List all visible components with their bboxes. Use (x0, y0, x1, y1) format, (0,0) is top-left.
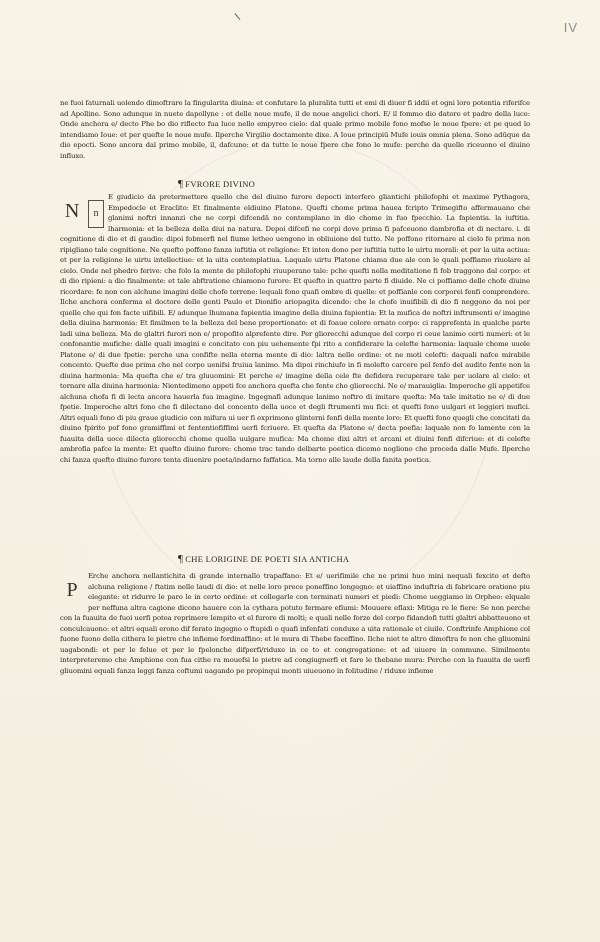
intro-text: ne fuoi faturnali uolendo dimoftrare la fingularita diuina: et confutare la pluralita tutti et emi di diuer fi iddii et ogni loro potentia riferifce ad Apolline. Sono adunque in nuete dapollyne : et delle noue mufe, il de noue angelici chori. E/ il fommo dio datore et padre della luce: Onde anchora e/ decto Phe bo dio riflecto fua luce nello empyreo cielo: dal quale primo mobile fono mofse le noue fpere: et pe qued lo intendiamo Ioue: et per quefte le noue mufe. Ilperche Virgilio doctamente dixe. A Ioue principiū Mufe iouis omnia plena. Sono adūque da dio epocti. Sono ancora dal primo mobile, il, dafcuno: et da tutte le noue fpere che fono le mufe: perche da quelle riceuono el diuino influxo. (60, 99, 530, 160)
section1-heading-text: FVRORE DIVINO (185, 179, 256, 189)
section2-text: Erche anchora nellantichita di grande internallo trapaffano: Et e/ uerifimile che ne primi huo mini nequali fexcito et defto alchuna religione / ftatim nelle laudi di dio: et nelle loro prece poneffino longegno: et uiaffino induftria di fabricare oratione piu elegante: et ridurre le paro le in certo ordine: et collegarle con terminati numeri et piedi: Chome ueggiamo in Orpheo: elquale per neffuna altra cagione dicono hauere con la cythara potuto fermare efiumi: Mouuere eflaxi: Mitiga re le fiere: Se non perche con la fuauita de fuoi uerfi potea reprimere lempito et el furore di molti; e quali nelle forze del corpo fidandofi tutti glaltri abbatteuono et conculcauono: et altri equali erono dif ferato ingegno o ftupidi o quafi infenfati conduxe a uita rationale et ciuile. Conftrinfe Amphione col fuone fuono della cithera le pietre che infieme fordinaffino: et le mura di Thebe faceffino. Ilche niet te altro dimoftra fe non che gliuomini uagabondi: et per le felue et per le fpelonche difperfi/riduxe in ce to et congregatione: et ad uiuere in commune. Similmente interpreteremo che Amphione con fua cithe ra mouefsi le pietre ad congiugnerfi et fare le thebane mura: Perche con la fuauita de uerfi gliuomini equali fanza leggi fanza coftumi uagando pe propinqui monti uiueuono in folitudine / riduxe infieme (60, 572, 530, 675)
pilcrow-icon: ¶ (178, 178, 184, 190)
section-heading-furore-divino (178, 178, 255, 190)
section-heading-origin-of-poets (178, 553, 349, 565)
section2-body (60, 571, 530, 676)
section2-heading-text: CHE LORIGINE DE POETI SIA ANTICHA (185, 554, 350, 564)
pilcrow-icon: ¶ (178, 553, 184, 565)
guide-letter-n: n (88, 200, 104, 228)
section1-text: E giudicio da pretermettere quello che del diuino furore depocti interfero gliantichi philofophi et maxime Pythagora, Empedocle et Eraclito: Et finalmente eldiuino Platone. Quefti chome prima hauea fcripto Trimegifto affermauano che glanimi noftri innanzi che ne corpi difcendā no contemplano in dio chome in fuo fpecchio. La fapientia. la iuftitia. lharmonia: et la belleza della diui na natura. Depoi difcefi ne corpi dove prima fi pafceuono dambrofia et di nectare. i. di cognitione di dio et di gaudio: dipoi fobmerfi nel fiume letheo uengono in obliuione del tutto. Ne poffono ritornare al cielo fe prima non ripigliano tale cognitione. Ne quefto poffono fanza iuftitia et religione: Et inten dono per iuftitia tutte le uirtu morali: et per la uita actiua: et per la religione le uirtu intellectiue: et la uita contemplatiua. Laquale uirtu Platone chiama due ale con le quali poffiamo riuolare al cielo. Onde nel phedro ferive: che folo la mente de philofophi riuuperano tale: pche quefti nella meditatione fi fob traggono dal corpo: et di dio ripieni: a dio finalmente: et tale abftratione chiamono furore: Et quefto in quattro parte fi diuide. Ne ci poffiamo delle chofe diuine ricordare: fe non con alchune imagini delle chofe terrene: lequali fono quafi ombre di quelle: et poffianle con corporei fenfi comprendere. Ilche anchora conferma el doctore delle genti Paulo et Dionifio ariopagita dicendo: che le chofe inuifibili di dio fi neggono da noi per quelle che qui fon facte uifibili. E/ adunque lhumana fapientia imagine della diuina fapientia: Et la mufica de noftri inftrumenti e/ imagine della diuina harmonia: Et fimilmen te la belleza del bene proportionato: et di foaue colore ornato corpo: ci rapprefenta in qualche parte ladi uina belleza. Ma de glaltri furori non e/ propofito alprefente dire. Per gliorecchi adunque del corpo ri ceue lanimo certi numeri: et le confonantie mufiche: dalle quali imagini e concitato con piu uehemente fpi rito a confiderare la celefte harmonia: laquale chome uuole Platone e/ di due fpetie: perche una confifte nella eterna mente di dio: laltra nelle ordine: et ne moti celefti: daquali nafce mirabile concento. Quefte due prima che nel corpo uenifsi fruiua lanimo. Ma dipoi rinchiufo in fi molefto carcere pel fenfo del audito fente non la diuina harmonia: Ma quefta che e/ tra gluuomini: Et perche e/ imagine della cele fte defidera recuperare tale per uolare al cielo: et tornare alla diuina harmonia: Nientedimeno appeti fce anchora quefta che fente cho gliorecchi. Ne e/ marauiglia: Imperoche gli appetifce alchuna chofa fi di lecta ancora hauerla fua imagine. Ingegnafi adunque lanimo noftro di imitare quefta: Ma tale imitatio ne e/ di due fpetie. Imperoche altri fono che fi dilectano del concento della uoce et degli ftrumenti mu fici: et quefti fono uulgari et leggieri mufici. Altri equali fono di piu graue giudicio con mifura ui uer fi exprimono glinterni fenfi della mente loro: Et quefti fono quegli che concitati da diuino fpirito pof fono gramiffimi et fententiofiffimi uerfi fcriuere. Et quefta da Platone e/ decta poefia: laquale non fo lamente con la fuauita della uoce dilecta gliorecchi chome quella uulgare mufica: Ma chome dixi altri et arcani et diuini fenfi difcriue: et di celefte ambrofia pafce la mente: Et quefto diuino furore: chome trac tando delbarte poetica dicemo nogliono che proceda dalle Mufe. Ilperche chi fanza quefto diuino furore tenta diuenire poeta/indarno faffatica. Ma torno alle laude della fanita poetica. (60, 193, 530, 464)
page-reference-mark: IV (563, 20, 578, 35)
margin-mark (234, 8, 246, 20)
section1-body (60, 192, 530, 465)
intro-paragraph (60, 98, 530, 161)
drop-cap-n: N (64, 200, 80, 222)
drop-cap-p: P (66, 579, 78, 601)
